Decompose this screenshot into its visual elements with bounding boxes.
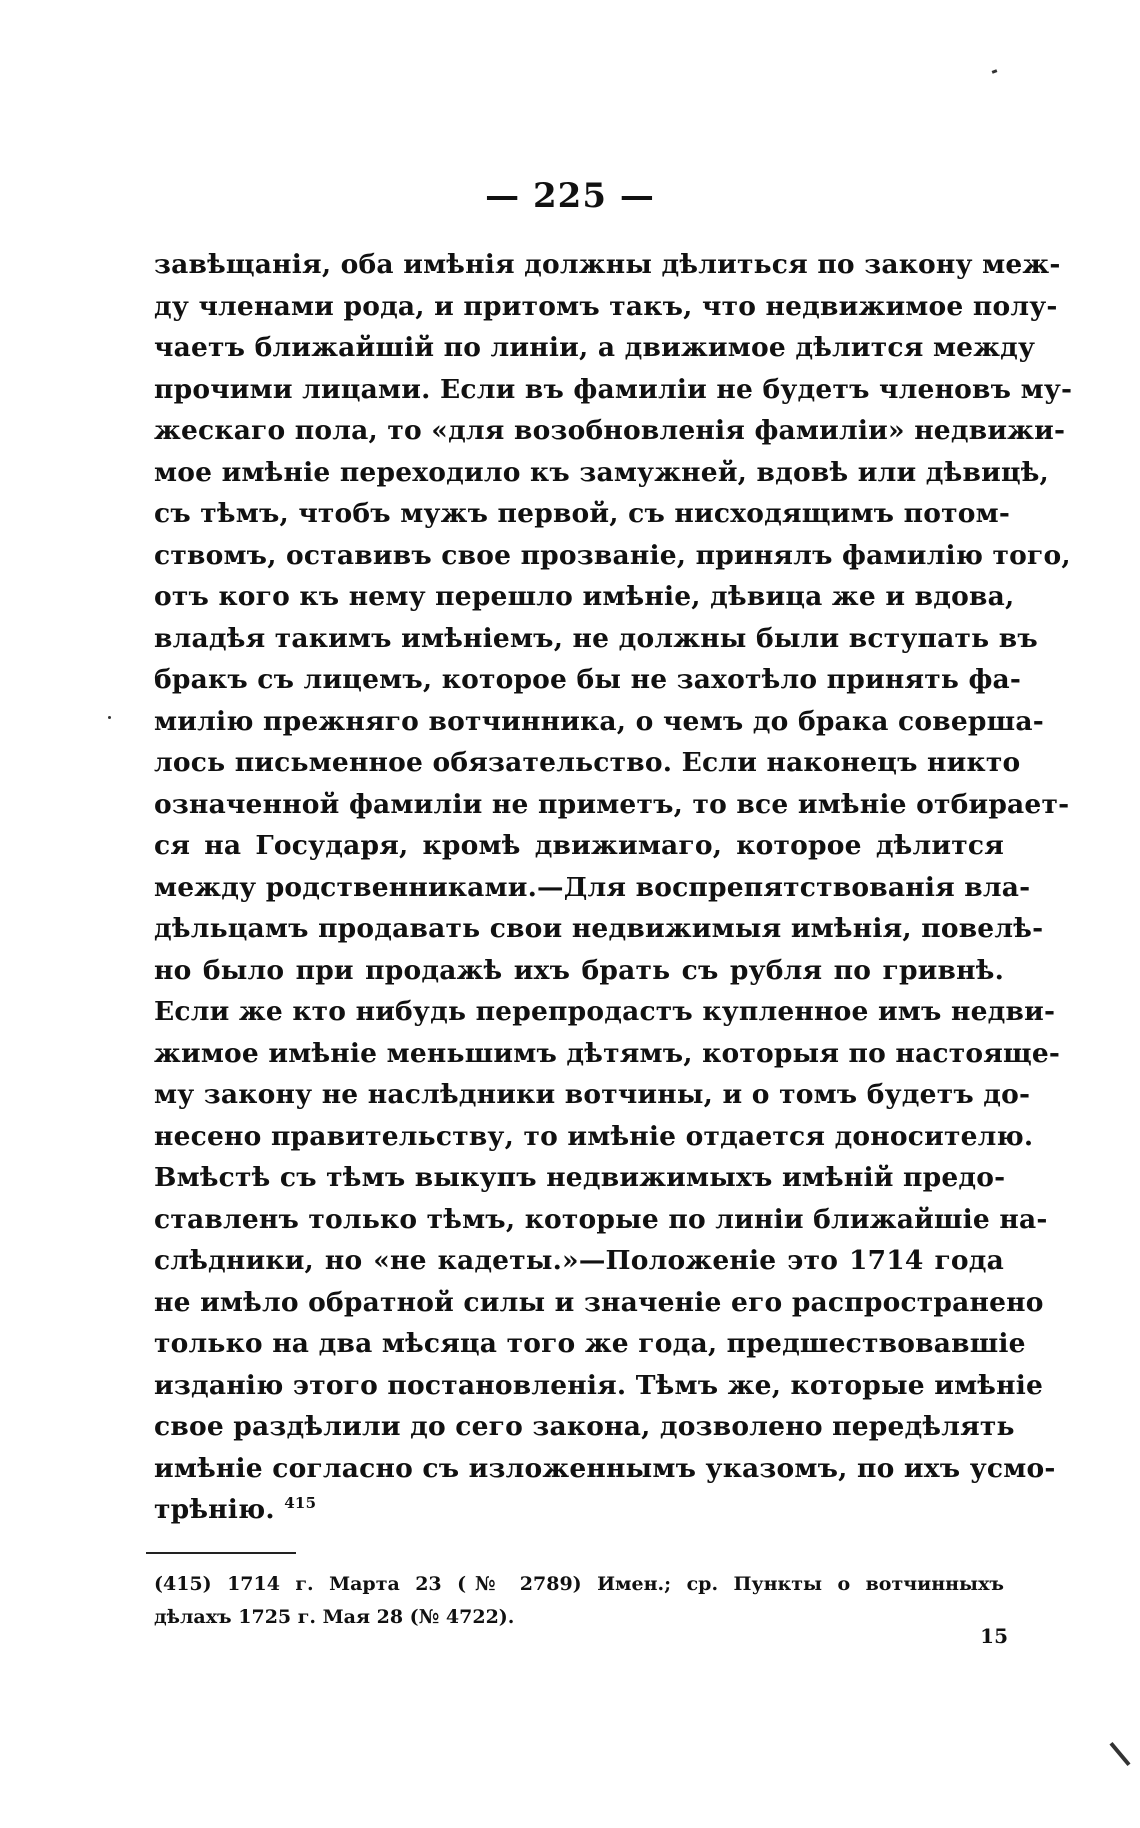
text-line: владѣя такимъ имѣніемъ, не должны были вступать въ — [154, 622, 1038, 654]
signature-mark: 15 — [980, 1624, 1008, 1648]
text-line: мое имѣніе переходило къ замужней, вдовѣ или дѣвицѣ, — [154, 456, 1049, 488]
text-line: ся на Государя, кромѣ движимаго, которое дѣлится — [154, 830, 1004, 861]
text-line: чаетъ ближайшій по линіи, а движимое дѣлится между — [154, 332, 1036, 363]
text-line: слѣдники, но «не кадеты.»—Положеніе это 1714 года — [154, 1245, 1004, 1276]
text-line: жескаго пола, то «для возобновленія фамиліи» недвижи- — [154, 415, 1066, 446]
text-line: лось письменное обязательство. Если наконецъ никто — [154, 747, 1021, 778]
text-line-last — [154, 1489, 1004, 1531]
scan-speck — [992, 69, 998, 74]
text-line: только на два мѣсяца того же года, предшествовавшіе — [154, 1328, 1026, 1359]
footnote-line: дѣлахъ 1725 г. Мая 28 (№ 4722). — [154, 1606, 515, 1628]
footnote-divider — [146, 1552, 296, 1554]
footnote-reference[interactable]: 415 — [284, 1494, 317, 1513]
last-line-text: трѣнію. — [154, 1494, 275, 1525]
text-line: бракъ съ лицемъ, которое бы не захотѣло принять фа- — [154, 664, 1022, 695]
scan-speck — [108, 716, 111, 719]
text-line: завѣщанія, оба имѣнія должны дѣлиться по закону меж- — [154, 249, 1061, 280]
footnote-line: (415) 1714 г. Марта 23 (№ 2789) Имен.; ср. Пункты о вотчинныхъ — [154, 1573, 1004, 1595]
text-line: ду членами рода, и притомъ такъ, что недвижимое полу- — [154, 290, 1058, 322]
text-line: милію прежняго вотчинника, о чемъ до брака соверша- — [154, 705, 1044, 737]
text-line: Если же кто нибудь перепродастъ купленное имъ недви- — [154, 996, 1056, 1027]
text-line: ствомъ, оставивъ свое прозваніе, принялъ фамилію того, — [154, 539, 1071, 571]
text-line: несено правительству, то имѣніе отдается доносителю. — [154, 1120, 1034, 1152]
page-number: — 225 — — [485, 176, 655, 216]
text-line: означенной фамиліи не приметъ, то все имѣніе отбирает- — [154, 788, 1070, 820]
text-line: прочими лицами. Если въ фамиліи не будетъ членовъ му- — [154, 373, 1073, 405]
body-text — [154, 244, 1073, 1531]
text-line: не имѣло обратной силы и значеніе его распространено — [154, 1286, 1044, 1318]
text-line: жимое имѣніе меньшимъ дѣтямъ, которыя по настояще- — [154, 1037, 1061, 1069]
text-line: но было при продажѣ ихъ брать съ рубля по гривнѣ. — [154, 954, 1004, 986]
text-line: ставленъ только тѣмъ, которые по линіи ближайшіе на- — [154, 1203, 1048, 1235]
footnote — [154, 1568, 1004, 1634]
text-line: му закону не наслѣдники вотчины, и о томъ будетъ до- — [154, 1079, 1031, 1110]
text-line: изданію этого постановленія. Тѣмъ же, которые имѣніе — [154, 1369, 1044, 1401]
text-line: отъ кого къ нему перешло имѣніе, дѣвица же и вдова, — [154, 581, 1015, 612]
text-line: дѣльцамъ продавать свои недвижимыя имѣнія, повелѣ- — [154, 913, 1044, 944]
text-line: имѣніе согласно съ изложеннымъ указомъ, по ихъ усмо- — [154, 1452, 1056, 1484]
text-line: свое раздѣлили до сего закона, дозволено передѣлять — [154, 1411, 1015, 1442]
scan-speck — [1109, 1742, 1130, 1766]
text-line: съ тѣмъ, чтобъ мужъ первой, съ нисходящимъ потом- — [154, 498, 1011, 529]
text-line: Вмѣстѣ съ тѣмъ выкупъ недвижимыхъ имѣній предо- — [154, 1162, 1006, 1193]
text-line: между родственниками.—Для воспрепятствованія вла- — [154, 871, 1031, 903]
